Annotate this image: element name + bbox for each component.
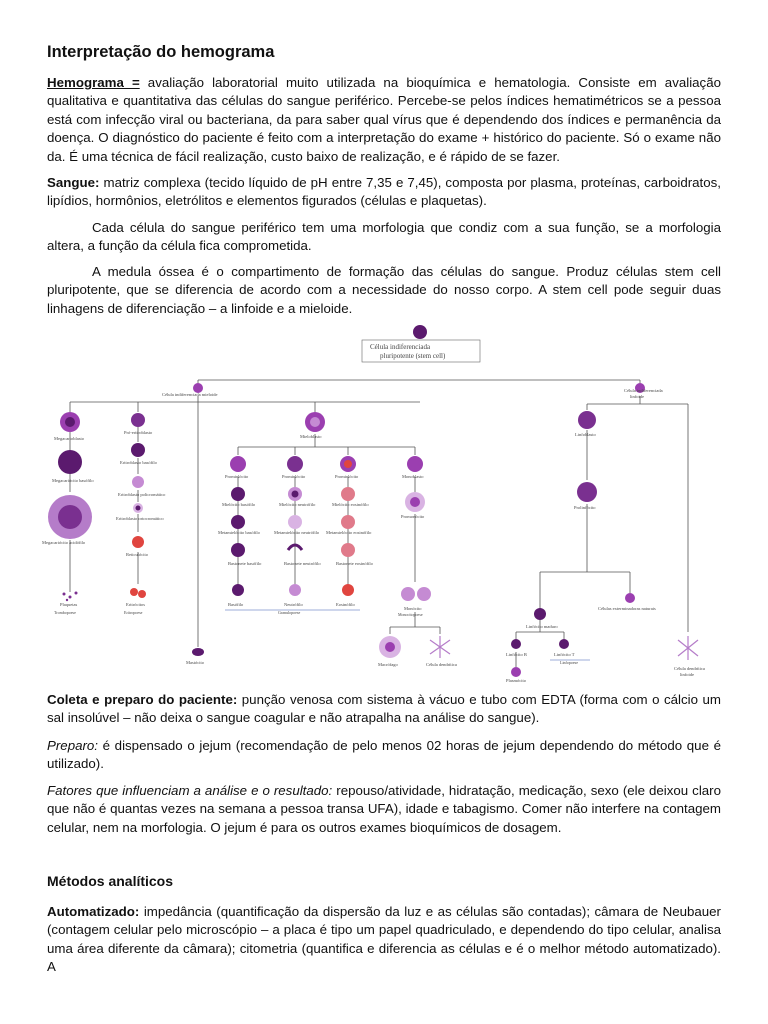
text-automatizado: impedância (quantificação da dispersão da luz e as células são contadas); câmara de Neubauer (contagem celular pelo microscópio – a placa é tipo um papel quadriculado, e dependendo do tipo celular, analisa uma área diferente da câmara); citometria (quantifica e diferencia as células e é o melhor método automatizado). A bbox=[47, 904, 721, 975]
label-eritroblasto-basofilo: Eritroblasto basófilo bbox=[120, 460, 157, 465]
monocyte-icon bbox=[401, 587, 415, 601]
label-megacarioblasto: Megacarioblasto bbox=[54, 436, 84, 441]
stem-cell-icon bbox=[413, 325, 427, 339]
label-lymphoid: Célula indiferenciada bbox=[624, 388, 663, 393]
paragraph-preparo bbox=[47, 737, 721, 774]
label-linfoblasto: Linfoblasto bbox=[575, 432, 596, 437]
paragraph-fatores bbox=[47, 782, 721, 837]
label-linfocito-b: Linfócito B bbox=[506, 652, 527, 657]
label-neutrofilo: Neutrófilo bbox=[284, 602, 303, 607]
term-coleta: Coleta e preparo do paciente: bbox=[47, 692, 238, 707]
label-monocitopoese: Monocitopoese bbox=[398, 612, 423, 617]
label-lymphoid2: linfoide bbox=[630, 394, 644, 399]
lymphoid-dendritic-cell-icon bbox=[678, 636, 698, 660]
erythroblast-polychromatic-icon bbox=[132, 476, 144, 488]
label-linfopoese: Linfopoese bbox=[560, 660, 578, 665]
label-metamielocito-basofilo: Metamielócito basófilo bbox=[218, 530, 260, 535]
neutrophil-icon bbox=[289, 584, 301, 596]
term-hemograma: Hemograma = bbox=[47, 75, 140, 90]
proerythroblast-icon bbox=[131, 413, 145, 427]
dendritic-cell-icon bbox=[430, 636, 450, 658]
label-monocito: Monócito bbox=[404, 606, 422, 611]
text-sangue: matriz complexa (tecido líquido de pH entre 7,35 e 7,45), composta por plasma, proteínas, carboidratos, lipídios, hormônios, eletrólitos e elementos figurados (células e plaquetas). bbox=[47, 175, 721, 209]
document-title: Interpretação do hemograma bbox=[47, 43, 275, 61]
label-megacariocito-acidofilo: Megacariócito acidófilo bbox=[42, 540, 86, 545]
label-eritropoese: Eritropoese bbox=[124, 610, 143, 615]
label-prolinfocito: Prolinfócito bbox=[574, 505, 596, 510]
t-lymphocyte-icon bbox=[559, 639, 569, 649]
text-coleta: punção venosa com sistema à vácuo e tubo com EDTA (forma com o cálcio um sal insolúvel – não deixa o sangue coagular e não atrapalha na análise do sangue). bbox=[47, 692, 721, 726]
paragraph-automatizado bbox=[47, 903, 721, 977]
term-fatores: Fatores que influenciam a análise e o resultado: bbox=[47, 783, 333, 798]
term-preparo: Preparo: bbox=[47, 738, 98, 753]
label-dendritica-linfoide: Célula dendrítica bbox=[674, 666, 705, 671]
label-reticulocito: Reticulócito bbox=[126, 552, 148, 557]
label-mieloblasto: Mieloblasto bbox=[300, 434, 322, 439]
label-megacariocito-basofilo: Megacariócito basófilo bbox=[52, 478, 94, 483]
paragraph-medula: A medula óssea é o compartimento de formação das células do sangue. Produz células stem cell pluripotente, que se diferencia de acordo com a necessidade do nosso corpo. A stem cell pode seguir duas linhagens de diferenciação – a linfoide e a mieloide. bbox=[47, 264, 721, 316]
label-trombopoese: Trombopoese bbox=[54, 610, 76, 615]
label-myeloid: Célula indiferenciada mieloide bbox=[162, 392, 218, 397]
erythroblast-basophil-icon bbox=[131, 443, 145, 457]
label-plaquetas: Plaquetas bbox=[60, 602, 78, 607]
label-granulopoese: Granulopoese bbox=[278, 610, 301, 615]
label-pro-eritroblasto: Pró-eritroblasto bbox=[124, 430, 153, 435]
label-celula-dendritica: Célula dendrítica bbox=[426, 662, 457, 667]
label-promonocito: Promonócito bbox=[401, 514, 425, 519]
text-preparo: é dispensado o jejum (recomendação de pelo menos 02 horas de jejum dependendo do método que é utilizado). bbox=[47, 738, 721, 772]
paragraph-morfologia: Cada célula do sangue periférico tem uma morfologia que condiz com a sua função, se a morfologia altera, a função da célula fica comprometida. bbox=[47, 220, 721, 254]
label-mastocito: Mastócito bbox=[186, 660, 204, 665]
label-eritroblasto-ortocromatico: Eritroblasto ortocromático bbox=[116, 516, 164, 521]
label-dendritica-linfoide-2: linfoide bbox=[680, 672, 694, 677]
paragraph-sangue bbox=[47, 174, 721, 211]
prolymphocyte-icon bbox=[577, 482, 597, 502]
plasma-cell-icon bbox=[511, 667, 521, 677]
label-root: Célula indiferenciada bbox=[370, 343, 431, 351]
label-metamielocito-eosinofilo: Metamielócito eosinófilo bbox=[326, 530, 372, 535]
reticulocyte-icon bbox=[132, 536, 144, 548]
label-eosinofilo: Eosinófilo bbox=[336, 602, 355, 607]
platelets-icon bbox=[63, 592, 78, 602]
label-linfocito-maduro: Linfócito maduro bbox=[526, 624, 558, 629]
label-nk-cells: Células exterminadoras naturais bbox=[598, 606, 656, 611]
label-mielocito-basofilo: Mielócito basófilo bbox=[222, 502, 256, 507]
mast-cell-icon bbox=[192, 648, 204, 656]
label-promielocito-2: Promielócito bbox=[282, 474, 306, 479]
label-promielocito-1: Promielócito bbox=[225, 474, 249, 479]
label-mielocito-neutrofilo: Mielócito neutrófilo bbox=[279, 502, 316, 507]
erythrocyte-icon bbox=[130, 588, 138, 596]
term-sangue: Sangue: bbox=[47, 175, 100, 190]
label-linfocito-t: Linfócito T bbox=[554, 652, 575, 657]
label-monoblasto: Monoblasto bbox=[402, 474, 424, 479]
label-root2: pluripotente (stem cell) bbox=[380, 352, 446, 360]
label-promielocito-3: Promielócito bbox=[335, 474, 359, 479]
b-lymphocyte-icon bbox=[511, 639, 521, 649]
label-eritrocitos: Eritrócitos bbox=[126, 602, 145, 607]
mature-lymphocyte-icon bbox=[534, 608, 546, 620]
label-mielocito-eosinofilo: Mielócito eosinófilo bbox=[332, 502, 369, 507]
eosinophil-icon bbox=[342, 584, 354, 596]
label-bastonete-neutrofilo: Bastonete neutrófilo bbox=[284, 561, 321, 566]
text-fatores: repouso/atividade, hidratação, medicação, sexo (ele deixou claro que não é quantas vezes na semana a pessoa transa UFA), idade e tabagismo. Comer não interfere na contagem celular, nem na morfologia. O jejum é para os outros exames bioquímicos de dosagem. bbox=[47, 783, 721, 835]
hematopoiesis-diagram bbox=[42, 322, 718, 684]
text-hemograma: avaliação laboratorial muito utilizada na bioquímica e hematologia. Consiste em avaliação qualitativa e quantitativa das células do sangue periférico. Percebe-se pelos índices hematimétricos se a pessoa está com infecção viral ou bacteriana, da para saber qual vírus que é dependendo dos índices e permanência da doença. O diagnóstico do paciente é feito com a interpretação do exame + histórico do paciente. Só o exame não da. É uma técnica de fácil realização, custo baixo de realização, e é rápido de se fazer. bbox=[47, 75, 721, 164]
paragraph-coleta bbox=[47, 691, 721, 728]
lymphoblast-icon bbox=[578, 411, 596, 429]
label-macrofago: Macrófago bbox=[378, 662, 398, 667]
basophil-icon bbox=[232, 584, 244, 596]
megakaryocyte-basophil-icon bbox=[58, 450, 82, 474]
label-basofilo: Basófilo bbox=[228, 602, 244, 607]
heading-metodos: Métodos analíticos bbox=[47, 873, 174, 889]
paragraph-hemograma bbox=[47, 74, 721, 166]
label-bastonete-eosinofilo: Bastonete eosinófilo bbox=[336, 561, 373, 566]
label-eritroblasto-policromatico: Eritroblasto policromático bbox=[118, 492, 166, 497]
term-automatizado: Automatizado: bbox=[47, 904, 140, 919]
label-metamielocito-neutrofilo: Metamielócito neutrófilo bbox=[274, 530, 320, 535]
label-bastonete-basofilo: Bastonete basófilo bbox=[228, 561, 262, 566]
label-plasmocito: Plasmócito bbox=[506, 678, 526, 683]
